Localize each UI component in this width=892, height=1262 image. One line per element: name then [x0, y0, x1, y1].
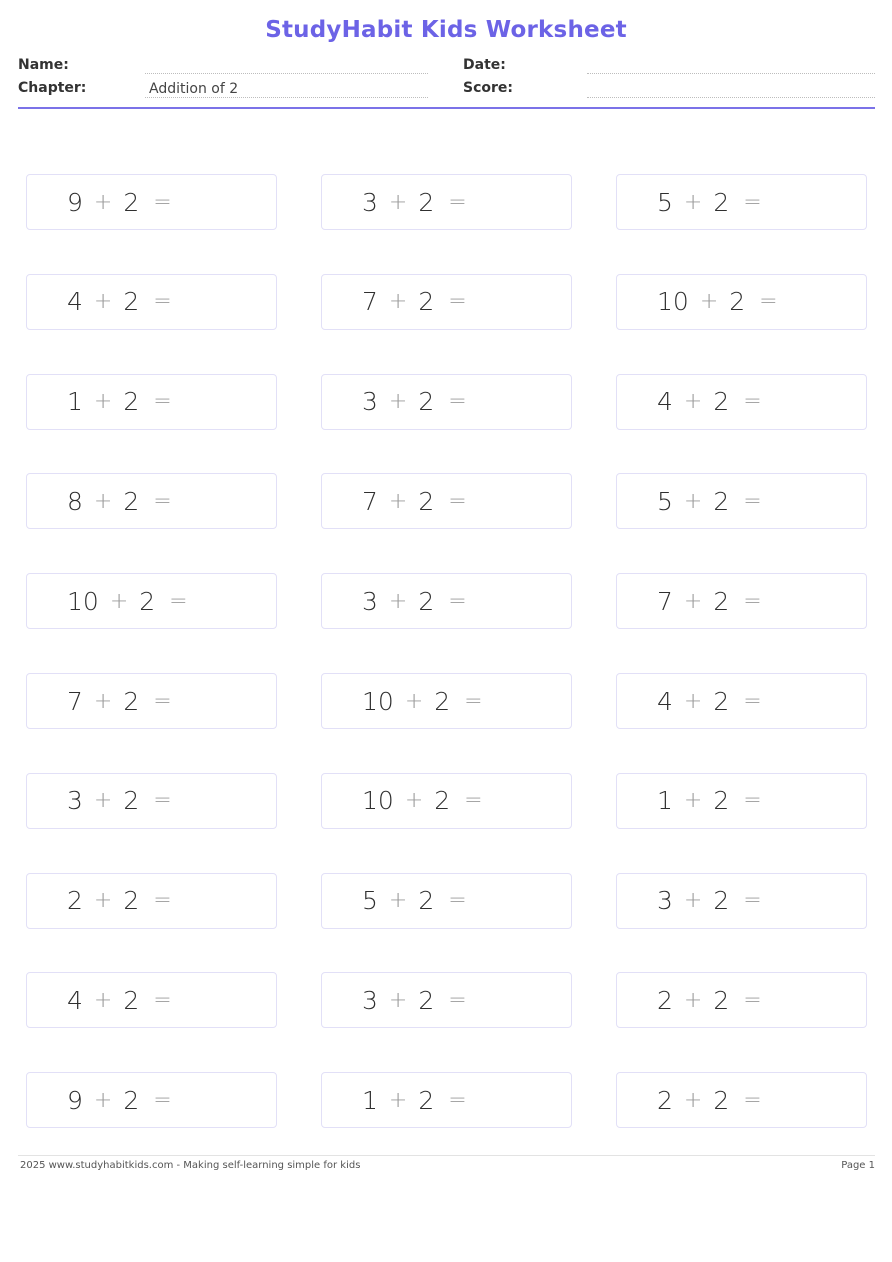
problem-box[interactable]	[616, 573, 867, 629]
plus-sign: +	[404, 788, 424, 814]
addend-b: 2	[434, 786, 451, 816]
addend-b: 2	[123, 387, 140, 417]
addend-a: 3	[362, 387, 378, 417]
problem-box[interactable]	[26, 473, 277, 529]
addend-a: 2	[657, 985, 673, 1015]
plus-sign: +	[93, 488, 113, 514]
equals-sign: =	[448, 588, 467, 614]
plus-sign: +	[93, 289, 113, 315]
equals-sign: =	[153, 1087, 172, 1113]
header-divider	[18, 107, 875, 109]
equals-sign: =	[464, 788, 483, 814]
addend-a: 7	[362, 287, 378, 317]
plus-sign: +	[683, 588, 703, 614]
addend-b: 2	[418, 287, 435, 317]
addend-b: 2	[123, 287, 140, 317]
plus-sign: +	[388, 987, 408, 1013]
addend-b: 2	[123, 985, 140, 1015]
addend-a: 3	[67, 786, 83, 816]
addend-a: 4	[657, 387, 673, 417]
equals-sign: =	[153, 987, 172, 1013]
problem-box[interactable]	[616, 773, 867, 829]
addend-b: 2	[139, 586, 156, 616]
plus-sign: +	[683, 987, 703, 1013]
plus-sign: +	[388, 289, 408, 315]
footer-divider	[18, 1155, 875, 1156]
equals-sign: =	[153, 488, 172, 514]
problem-box[interactable]	[26, 873, 277, 929]
name-label: Name:	[18, 57, 69, 73]
plus-sign: +	[683, 788, 703, 814]
equals-sign: =	[743, 1087, 762, 1113]
plus-sign: +	[699, 289, 719, 315]
plus-sign: +	[683, 189, 703, 215]
addend-a: 7	[362, 486, 378, 516]
addend-a: 2	[657, 1085, 673, 1115]
addend-b: 2	[123, 886, 140, 916]
name-field[interactable]	[145, 56, 428, 74]
score-label: Score:	[463, 80, 513, 96]
problem-box[interactable]	[321, 174, 572, 230]
chapter-label: Chapter:	[18, 80, 87, 96]
plus-sign: +	[388, 189, 408, 215]
addend-b: 2	[713, 387, 730, 417]
addend-b: 2	[418, 1085, 435, 1115]
plus-sign: +	[109, 588, 129, 614]
plus-sign: +	[683, 1087, 703, 1113]
plus-sign: +	[93, 888, 113, 914]
problem-box[interactable]	[616, 274, 867, 330]
addend-a: 10	[362, 686, 394, 716]
equals-sign: =	[759, 289, 778, 315]
problem-box[interactable]	[321, 573, 572, 629]
problem-box[interactable]	[321, 773, 572, 829]
addend-b: 2	[713, 187, 730, 217]
addend-a: 5	[657, 187, 673, 217]
addend-b: 2	[123, 1085, 140, 1115]
problem-box[interactable]	[26, 573, 277, 629]
addend-b: 2	[713, 886, 730, 916]
addend-a: 5	[657, 486, 673, 516]
plus-sign: +	[683, 488, 703, 514]
plus-sign: +	[388, 389, 408, 415]
addend-b: 2	[713, 985, 730, 1015]
problem-box[interactable]	[321, 972, 572, 1028]
addend-a: 3	[362, 187, 378, 217]
addend-a: 7	[67, 686, 83, 716]
footer-copyright: 2025 www.studyhabitkids.com - Making self-learning simple for kids	[20, 1160, 361, 1171]
plus-sign: +	[93, 788, 113, 814]
addend-b: 2	[123, 686, 140, 716]
equals-sign: =	[169, 588, 188, 614]
problem-box[interactable]	[26, 174, 277, 230]
addend-a: 5	[362, 886, 378, 916]
problem-box[interactable]	[616, 673, 867, 729]
addend-b: 2	[713, 686, 730, 716]
score-field[interactable]	[587, 80, 875, 98]
addend-b: 2	[713, 786, 730, 816]
equals-sign: =	[448, 389, 467, 415]
plus-sign: +	[404, 688, 424, 714]
plus-sign: +	[388, 488, 408, 514]
addend-a: 10	[67, 586, 99, 616]
addend-a: 1	[362, 1085, 378, 1115]
problem-box[interactable]	[321, 274, 572, 330]
equals-sign: =	[448, 289, 467, 315]
addend-a: 7	[657, 586, 673, 616]
problem-box[interactable]	[321, 1072, 572, 1128]
equals-sign: =	[743, 888, 762, 914]
problem-box[interactable]	[26, 1072, 277, 1128]
addend-a: 2	[67, 886, 83, 916]
addend-b: 2	[123, 486, 140, 516]
equals-sign: =	[743, 788, 762, 814]
equals-sign: =	[153, 289, 172, 315]
addend-b: 2	[713, 486, 730, 516]
equals-sign: =	[743, 688, 762, 714]
equals-sign: =	[743, 389, 762, 415]
problem-box[interactable]	[26, 773, 277, 829]
equals-sign: =	[743, 189, 762, 215]
date-label: Date:	[463, 57, 506, 73]
equals-sign: =	[153, 788, 172, 814]
addend-b: 2	[418, 985, 435, 1015]
problem-box[interactable]	[616, 374, 867, 430]
addend-b: 2	[434, 686, 451, 716]
equals-sign: =	[743, 588, 762, 614]
addend-b: 2	[729, 287, 746, 317]
addend-b: 2	[418, 187, 435, 217]
chapter-field[interactable]: Addition of 2	[145, 80, 428, 98]
plus-sign: +	[93, 688, 113, 714]
equals-sign: =	[448, 189, 467, 215]
addend-a: 3	[362, 586, 378, 616]
problem-box[interactable]	[616, 473, 867, 529]
addend-a: 1	[67, 387, 83, 417]
addend-a: 3	[362, 985, 378, 1015]
equals-sign: =	[743, 987, 762, 1013]
problem-box[interactable]	[26, 374, 277, 430]
problem-box[interactable]	[26, 673, 277, 729]
problem-box[interactable]	[616, 1072, 867, 1128]
problem-box[interactable]	[321, 673, 572, 729]
addend-b: 2	[713, 1085, 730, 1115]
addend-a: 4	[657, 686, 673, 716]
plus-sign: +	[388, 888, 408, 914]
addend-a: 8	[67, 486, 83, 516]
plus-sign: +	[93, 189, 113, 215]
problem-box[interactable]	[616, 174, 867, 230]
addend-a: 1	[657, 786, 673, 816]
problem-box[interactable]	[321, 473, 572, 529]
problem-box[interactable]	[26, 274, 277, 330]
problem-box[interactable]	[321, 873, 572, 929]
equals-sign: =	[153, 189, 172, 215]
equals-sign: =	[448, 987, 467, 1013]
plus-sign: +	[388, 588, 408, 614]
addend-b: 2	[418, 886, 435, 916]
equals-sign: =	[448, 488, 467, 514]
plus-sign: +	[93, 389, 113, 415]
equals-sign: =	[743, 488, 762, 514]
equals-sign: =	[464, 688, 483, 714]
addend-a: 3	[657, 886, 673, 916]
addend-a: 9	[67, 1085, 83, 1115]
plus-sign: +	[388, 1087, 408, 1113]
addend-b: 2	[418, 486, 435, 516]
equals-sign: =	[448, 1087, 467, 1113]
page-number: Page 1	[841, 1160, 875, 1171]
addend-a: 4	[67, 287, 83, 317]
plus-sign: +	[683, 888, 703, 914]
worksheet-title: StudyHabit Kids Worksheet	[265, 17, 627, 43]
addend-a: 9	[67, 187, 83, 217]
addend-a: 10	[657, 287, 689, 317]
equals-sign: =	[153, 888, 172, 914]
date-field[interactable]	[587, 56, 875, 74]
problem-box[interactable]	[616, 972, 867, 1028]
equals-sign: =	[153, 389, 172, 415]
equals-sign: =	[448, 888, 467, 914]
problem-box[interactable]	[616, 873, 867, 929]
addend-a: 10	[362, 786, 394, 816]
addend-a: 4	[67, 985, 83, 1015]
plus-sign: +	[683, 389, 703, 415]
addend-b: 2	[123, 786, 140, 816]
equals-sign: =	[153, 688, 172, 714]
plus-sign: +	[683, 688, 703, 714]
addend-b: 2	[418, 586, 435, 616]
plus-sign: +	[93, 1087, 113, 1113]
problem-box[interactable]	[321, 374, 572, 430]
problem-box[interactable]	[26, 972, 277, 1028]
addend-b: 2	[713, 586, 730, 616]
addend-b: 2	[123, 187, 140, 217]
plus-sign: +	[93, 987, 113, 1013]
addend-b: 2	[418, 387, 435, 417]
